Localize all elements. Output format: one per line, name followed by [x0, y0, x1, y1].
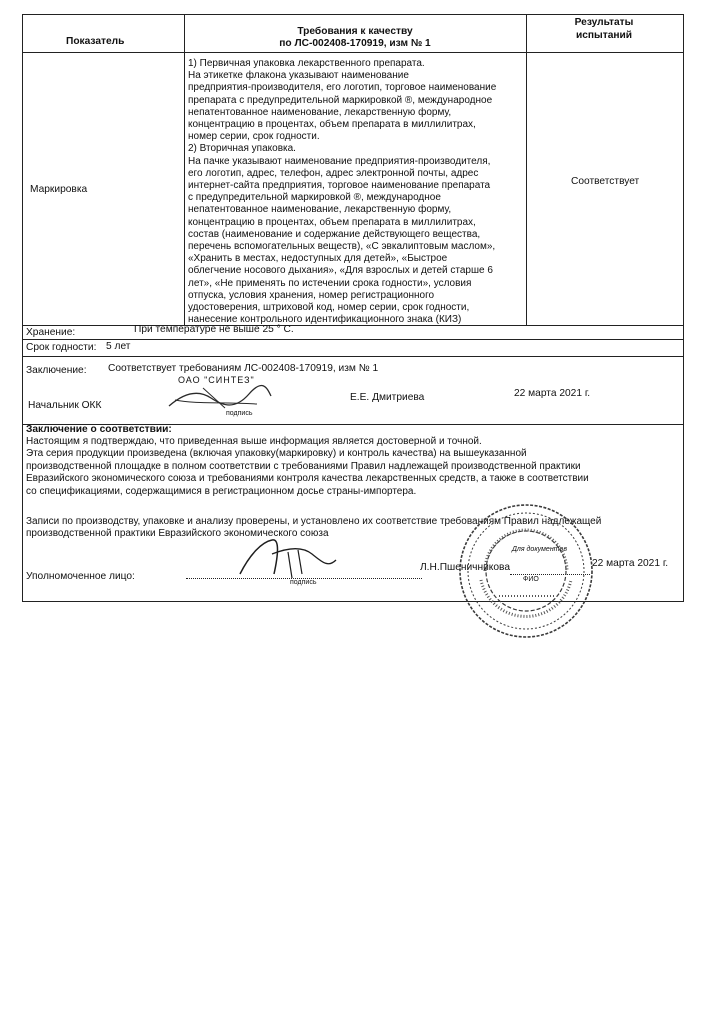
compliance-line: Евразийского экономического союза и требованиями контроля качества лекарственных средств, а также в соответствии — [26, 473, 589, 485]
storage-value: При температуре не выше 25 ° С. — [134, 324, 294, 335]
requirement-line: лет», «Не применять по истечении срока годности», условия — [188, 277, 472, 289]
header-results-line2: испытаний — [575, 30, 633, 41]
requirement-line: На пачке указывают наименование предприятия-производителя, — [188, 155, 491, 167]
conclusion-value: Соответствует требованиям ЛС-002408-170919, изм № 1 — [108, 363, 379, 374]
authorized-label: Уполномоченное лицо: — [26, 571, 135, 582]
requirement-line: концентрацию в процентах, объем препарата в миллилитрах, — [188, 216, 476, 228]
header-requirements-line1: Требования к качеству — [297, 26, 413, 37]
row-divider-conclusion — [22, 356, 683, 357]
requirement-line: облегчение носового дыхания», «Для взрослых и детей старше 6 — [188, 265, 493, 277]
column-divider-1 — [184, 14, 185, 326]
requirement-line: состав (наименование и содержание действующего вещества, — [188, 228, 481, 240]
compliance-line: производственной площадке в полном соответствии с требованиями Правил надлежащей производственной практики — [26, 460, 581, 472]
requirement-line: перечень вспомогательных веществ), «С эвкалиптовым маслом», — [188, 241, 496, 253]
requirement-line: непатентованное наименование, лекарственную форму, — [188, 106, 452, 118]
okk-name: Е.Е. Дмитриева — [350, 392, 425, 403]
fio-caption: ФИО — [523, 576, 539, 583]
requirement-line: 1) Первичная упаковка лекарственного препарата. — [188, 58, 425, 69]
compliance-title: Заключение о соответствии: — [26, 424, 172, 435]
compliance-line: Эта серия продукции произведена (включая упаковку(маркировку) и контроль качества) на вышеуказанной — [26, 448, 527, 460]
requirement-line: предприятия-производителя, его логотип, торговое наименование — [188, 82, 497, 94]
okk-date: 22 марта 2021 г. — [514, 388, 591, 399]
requirement-line: концентрацию в процентах, объем препарата в миллилитрах, — [188, 119, 476, 131]
compliance-line: со спецификациями, содержащимися в регистрационном досье страны-импортера. — [26, 485, 417, 497]
requirement-line: отпуска, условия хранения, номер регистрационного — [188, 289, 435, 301]
requirement-line: интернет-сайта предприятия, торговое наименование препарата — [188, 180, 491, 192]
requirement-line: препарата с предупредительной маркировкой ®, международное — [188, 94, 493, 106]
requirement-line: непатентованное наименование, лекарственную форму, — [188, 204, 452, 216]
requirement-line: номер серии, срок годности. — [188, 131, 320, 143]
okk-label: Начальник ОКК — [28, 400, 102, 411]
okk-signature-caption: подпись — [226, 410, 253, 417]
marking-result: Соответствует — [571, 176, 640, 187]
requirement-line: 2) Вторичная упаковка. — [188, 143, 296, 155]
requirement-line: «Хранить в местах, недоступных для детей», «Быстрое — [188, 253, 448, 265]
authorized-signature — [232, 534, 342, 584]
requirement-line: его логотип, адрес, телефон, адрес электронной почты, адрес — [188, 167, 479, 179]
company-stamp — [455, 500, 597, 642]
authorized-name: Л.Н.Пшеничникова — [420, 562, 511, 573]
column-divider-2 — [526, 14, 527, 326]
compliance-line: Записи по производству, упаковке и анализу проверены, и установлено их соответствие требованиям Правил надлежащей — [26, 516, 602, 528]
shelf-life-label: Срок годности: — [26, 342, 97, 353]
authorized-date: 22 марта 2021 г. — [592, 558, 669, 569]
compliance-line: Настоящим я подтверждаю, что приведенная выше информация является достоверной и точной. — [26, 436, 482, 447]
stamp-note: Для документов — [512, 546, 567, 553]
requirement-line: удостоверения, штриховой код, номер серии, срок годности, — [188, 302, 470, 314]
marking-label: Маркировка — [30, 184, 88, 195]
header-indicator: Показатель — [66, 36, 125, 47]
row-divider-shelf — [22, 339, 683, 340]
header-requirements-line2: по ЛС-002408-170919, изм № 1 — [279, 38, 431, 49]
okk-signature — [165, 382, 275, 414]
requirement-line: с предупредительной маркировкой ®, международное — [188, 192, 441, 204]
header-results-line1: Результаты — [574, 17, 634, 28]
shelf-life-value: 5 лет — [106, 341, 131, 352]
conclusion-label: Заключение: — [26, 365, 87, 376]
storage-label: Хранение: — [26, 327, 76, 338]
marking-requirements — [188, 58, 523, 326]
okk-company: ОАО "СИНТЕЗ" — [178, 375, 255, 385]
compliance-line: производственной практики Евразийского экономического союза — [26, 528, 329, 540]
requirement-line: нанесение контрольного идентификационного знака (КИЗ) — [188, 314, 462, 326]
header-divider — [22, 52, 683, 53]
authorized-signature-caption: подпись — [290, 579, 317, 586]
requirement-line: На этикетке флакона указывают наименование — [188, 70, 409, 82]
